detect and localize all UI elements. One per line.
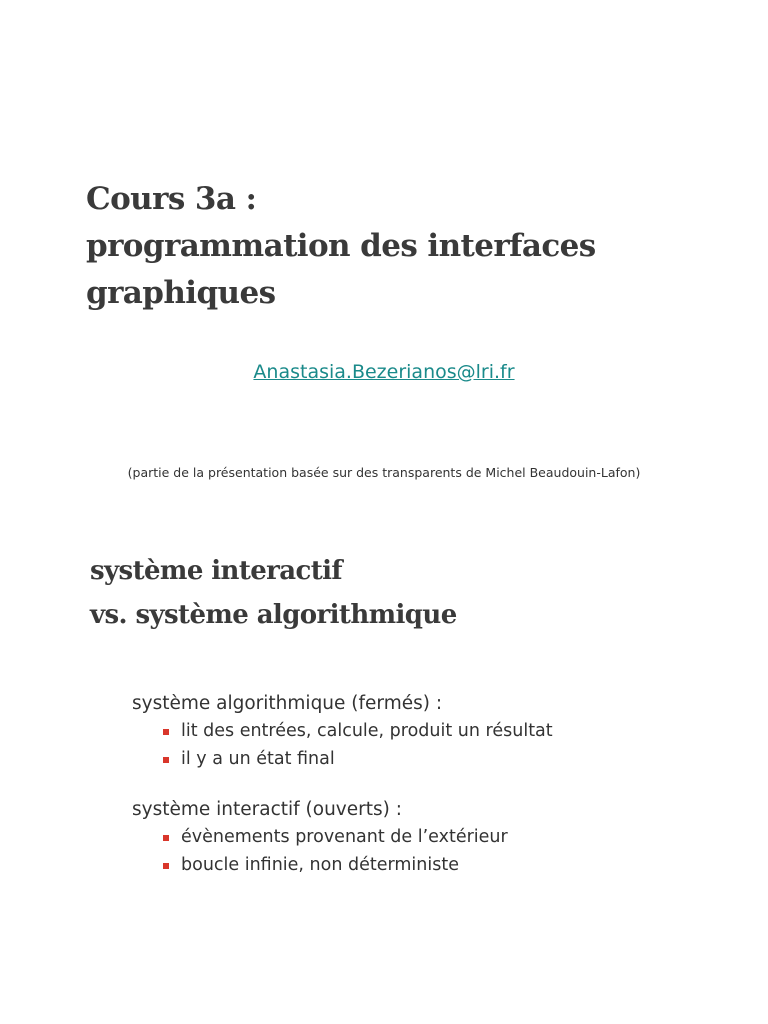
title-line: graphiques [86,275,276,311]
algorithmic-system-block [132,691,553,773]
list-item [132,745,553,773]
list-item-text: boucle infinie, non déterministe [181,855,459,875]
email-link[interactable]: Anastasia.Bezerianos@lri.fr [253,361,515,383]
title-line: Cours 3a : [86,181,257,217]
list-item-text: il y a un état final [181,749,335,769]
section-title-line: vs. système algorithmique [90,600,457,630]
list-item-text: évènements provenant de l’extérieur [181,827,508,847]
list-item [132,823,508,851]
title-line: programmation des interfaces [86,228,596,264]
section-title [90,549,457,637]
block-heading: système algorithmique (fermés) : [132,693,443,714]
section-title-line: système interactif [90,556,343,586]
square-bullet-icon [163,863,169,869]
interactive-system-block [132,797,508,879]
list-item-text: lit des entrées, calcule, produit un résultat [181,721,553,741]
list-item [132,851,508,879]
page-title [86,176,596,317]
credit-note: (partie de la présentation basée sur des transparents de Michel Beaudouin-Lafon) [127,465,641,480]
square-bullet-icon [163,729,169,735]
square-bullet-icon [163,757,169,763]
list-item [132,717,553,745]
square-bullet-icon [163,835,169,841]
block-heading: système interactif (ouverts) : [132,799,402,820]
